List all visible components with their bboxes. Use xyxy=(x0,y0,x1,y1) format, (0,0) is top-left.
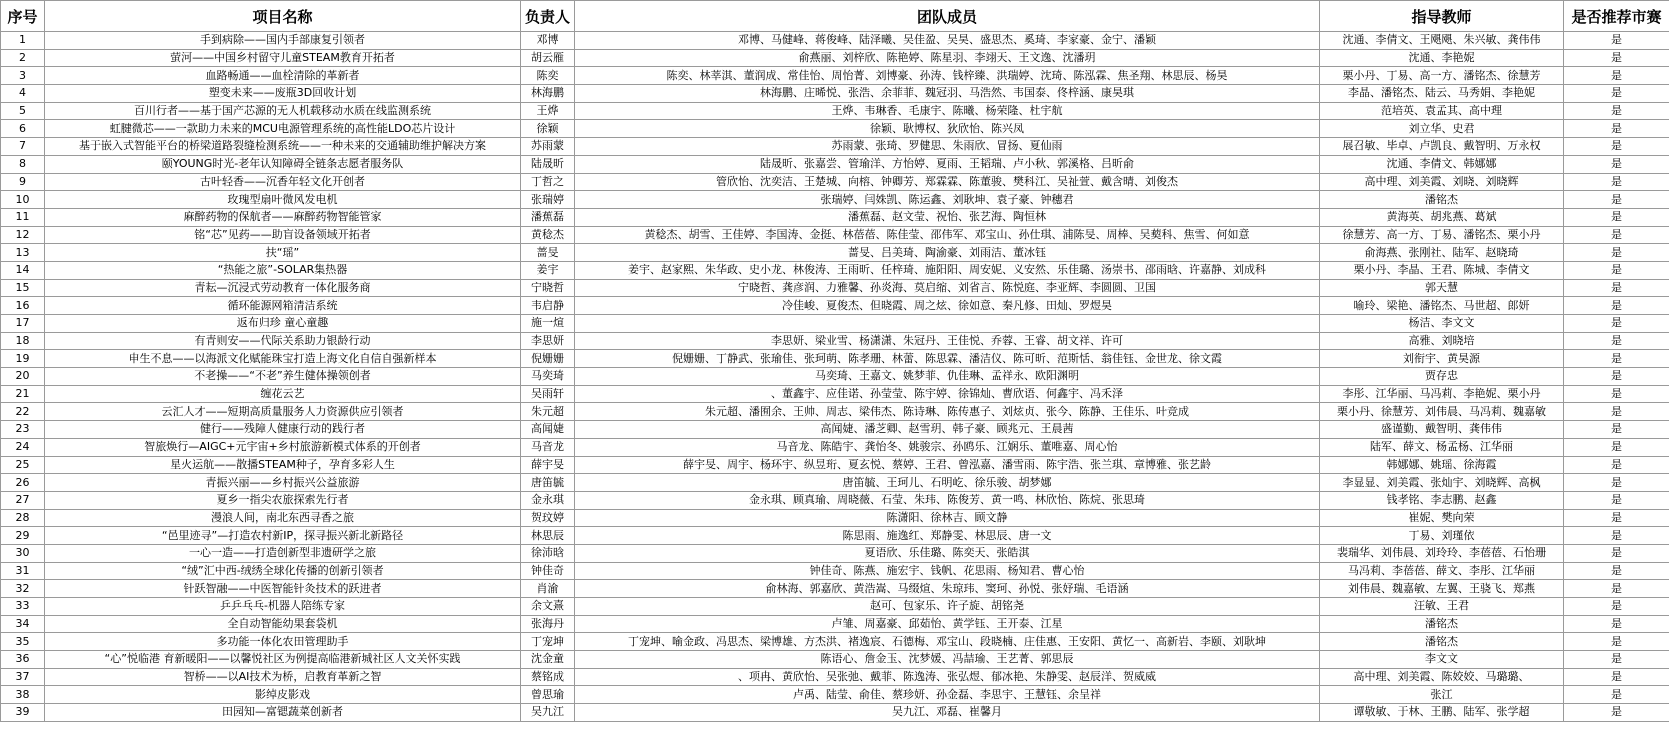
cell-advisors[interactable]: 钱孝铭、李志鹏、赵鑫 xyxy=(1320,491,1564,509)
table-row xyxy=(1,633,1669,651)
cell-leader[interactable]: 李思妍 xyxy=(521,332,575,350)
cell-leader[interactable]: 吴雨轩 xyxy=(521,385,575,403)
cell-team-members[interactable]: 黄稔杰、胡雪、王佳婷、李国涛、金挺、林蓓蓓、陈佳莹、邵伟军、邓宝山、孙仕琪、浦陈旻、周棒、吴葜科、焦雪、何如意 xyxy=(575,226,1320,244)
cell-leader[interactable]: 高闻婕 xyxy=(521,421,575,439)
cell-team-members[interactable]: 赵可、包家乐、许子旋、胡铭尧 xyxy=(575,598,1320,616)
cell-index[interactable]: 5 xyxy=(1,102,45,120)
cell-index[interactable]: 25 xyxy=(1,456,45,474)
cell-leader[interactable]: 曾思瑜 xyxy=(521,686,575,704)
cell-project-name[interactable]: 影绰皮影戏 xyxy=(45,686,521,704)
table-row xyxy=(1,261,1669,279)
cell-team-members[interactable]: 陈潇阳、徐林吉、顾文静 xyxy=(575,509,1320,527)
cell-project-name[interactable]: 申生不息——以海派文化赋能珠宝打造上海文化自信自强新样本 xyxy=(45,350,521,368)
header-project-name[interactable]: 项目名称 xyxy=(45,1,521,32)
cell-team-members[interactable]: 张瑞婷、闫姝凯、陈运鑫、刘耿坤、袁子豪、钟穗君 xyxy=(575,191,1320,209)
cell-recommend[interactable]: 是 xyxy=(1564,226,1669,244)
cell-leader[interactable]: 沈金童 xyxy=(521,651,575,669)
table-row xyxy=(1,509,1669,527)
cell-index[interactable]: 24 xyxy=(1,438,45,456)
cell-recommend[interactable]: 是 xyxy=(1564,580,1669,598)
table-row xyxy=(1,491,1669,509)
cell-index[interactable]: 7 xyxy=(1,138,45,156)
cell-advisors[interactable]: 汪敏、王君 xyxy=(1320,598,1564,616)
cell-advisors[interactable]: 盛谨勤、戴智明、龚伟伟 xyxy=(1320,421,1564,439)
cell-recommend[interactable]: 是 xyxy=(1564,315,1669,333)
cell-advisors[interactable]: 高雅、刘晓培 xyxy=(1320,332,1564,350)
cell-advisors[interactable]: 展召敏、毕卓、卢凯良、戴智明、万永权 xyxy=(1320,138,1564,156)
cell-leader[interactable]: 丁宠坤 xyxy=(521,633,575,651)
cell-advisors[interactable]: 丁易、刘瑾依 xyxy=(1320,527,1564,545)
cell-recommend[interactable]: 是 xyxy=(1564,49,1669,67)
cell-index[interactable]: 26 xyxy=(1,474,45,492)
cell-project-name[interactable]: 不老操——“不老”养生健体操领创者 xyxy=(45,368,521,386)
cell-leader[interactable]: 黄稔杰 xyxy=(521,226,575,244)
cell-index[interactable]: 6 xyxy=(1,120,45,138)
cell-project-name[interactable]: 血路畅通——血栓清除的革新者 xyxy=(45,67,521,85)
cell-team-members[interactable]: 俞燕丽、刘梓欣、陈艳婷、陈星羽、李翊天、王文逸、沈潘玥 xyxy=(575,49,1320,67)
cell-advisors[interactable]: 马冯莉、李蓓蓓、薛文、李彤、江华丽 xyxy=(1320,562,1564,580)
cell-team-members[interactable]: 王烨、韦琳香、毛康宇、陈曦、杨荣隆、杜宇航 xyxy=(575,102,1320,120)
cell-index[interactable]: 17 xyxy=(1,315,45,333)
header-recommend[interactable]: 是否推荐市赛 xyxy=(1564,1,1669,32)
cell-project-name[interactable]: 针跃智融——中医智能针灸技术的跃进者 xyxy=(45,580,521,598)
cell-team-members[interactable]: 宁晓哲、龚彦润、力雅馨、孙炎海、莫启缩、刘省言、陈悦庭、李亚辉、李圆圆、卫国 xyxy=(575,279,1320,297)
cell-advisors[interactable]: 郭天慧 xyxy=(1320,279,1564,297)
table-row xyxy=(1,421,1669,439)
table-row xyxy=(1,704,1669,722)
cell-team-members[interactable]: 陈奕、林莘淇、董润成、常佳怡、周怡菁、刘博豪、孙涛、钱梓臻、洪瑞婷、沈琦、陈泓霖、焦圣翔、林思辰、杨昊 xyxy=(575,67,1320,85)
cell-advisors[interactable]: 高中理、刘美霞、陈姣姣、马璐璐、 xyxy=(1320,668,1564,686)
cell-team-members[interactable]: 夏语欣、乐佳璐、陈奕天、张皓淇 xyxy=(575,544,1320,562)
cell-index[interactable]: 32 xyxy=(1,580,45,598)
cell-team-members[interactable]: 马奕琦、王嘉文、姚梦菲、仇佳琳、孟祥永、欧阳渊明 xyxy=(575,368,1320,386)
cell-project-name[interactable]: 玫瑰型扇叶微风发电机 xyxy=(45,191,521,209)
cell-leader[interactable]: 潘蕉磊 xyxy=(521,208,575,226)
cell-team-members[interactable]: 潘蕉磊、赵文莹、祝怡、张艺海、陶恒林 xyxy=(575,208,1320,226)
cell-project-name[interactable]: 智旅焕行—AIGC+元宇宙+乡村旅游新模式体系的开创者 xyxy=(45,438,521,456)
cell-recommend[interactable]: 是 xyxy=(1564,651,1669,669)
cell-recommend[interactable]: 是 xyxy=(1564,562,1669,580)
cell-recommend[interactable]: 是 xyxy=(1564,332,1669,350)
cell-project-name[interactable]: 百川行者——基于国产芯源的无人机载移动水质在线监测系统 xyxy=(45,102,521,120)
cell-team-members[interactable]: 陆晟昕、张嘉尝、管瑜洋、方怡婷、夏雨、王韬瑞、卢小秋、郭溪格、吕昕俞 xyxy=(575,155,1320,173)
cell-project-name[interactable]: 手到病除——国内手部康复引领者 xyxy=(45,32,521,50)
cell-project-name[interactable]: 基于嵌入式智能平台的桥梁道路裂缝检测系统——一种未来的交通辅助维护解决方案 xyxy=(45,138,521,156)
cell-advisors[interactable]: 潘铭杰 xyxy=(1320,191,1564,209)
cell-project-name[interactable]: 有青则安——代际关系助力银龄行动 xyxy=(45,332,521,350)
cell-project-name[interactable]: 全自动智能幼果套袋机 xyxy=(45,615,521,633)
cell-leader[interactable]: 施一煊 xyxy=(521,315,575,333)
cell-index[interactable]: 11 xyxy=(1,208,45,226)
cell-index[interactable]: 37 xyxy=(1,668,45,686)
cell-index[interactable]: 18 xyxy=(1,332,45,350)
cell-team-members[interactable]: 徐颖、耿博权、狄欣怡、陈兴凤 xyxy=(575,120,1320,138)
cell-team-members[interactable]: 李思妍、梁业雪、杨潇潇、朱冠丹、王佳悦、乔蓉、王睿、胡文祥、许可 xyxy=(575,332,1320,350)
table-row xyxy=(1,332,1669,350)
cell-index[interactable]: 12 xyxy=(1,226,45,244)
cell-recommend[interactable]: 是 xyxy=(1564,297,1669,315)
cell-leader[interactable]: 宁晓哲 xyxy=(521,279,575,297)
cell-project-name[interactable]: 循环能源网箱清洁系统 xyxy=(45,297,521,315)
cell-team-members[interactable]: 苏雨蒙、张琦、罗健思、朱雨欣、冒扬、夏仙雨 xyxy=(575,138,1320,156)
cell-advisors[interactable]: 黄海英、胡兆燕、葛斌 xyxy=(1320,208,1564,226)
cell-advisors[interactable]: 李显显、刘美霞、张灿宇、刘晓辉、高枫 xyxy=(1320,474,1564,492)
cell-index[interactable]: 21 xyxy=(1,385,45,403)
cell-index[interactable]: 16 xyxy=(1,297,45,315)
cell-project-name[interactable]: 铭“芯”见药——助盲设备领域开拓者 xyxy=(45,226,521,244)
cell-advisors[interactable]: 栗小丹、李晶、王君、陈城、李倩文 xyxy=(1320,261,1564,279)
cell-project-name[interactable]: 古叶轻香——沉香年轻文化开创者 xyxy=(45,173,521,191)
cell-index[interactable]: 36 xyxy=(1,651,45,669)
cell-leader[interactable]: 马音龙 xyxy=(521,438,575,456)
cell-index[interactable]: 9 xyxy=(1,173,45,191)
table-row xyxy=(1,32,1669,50)
cell-project-name[interactable]: 乒乒乓乓-机器人陪练专家 xyxy=(45,598,521,616)
cell-recommend[interactable]: 是 xyxy=(1564,544,1669,562)
cell-team-members[interactable] xyxy=(575,315,1320,333)
table-row xyxy=(1,173,1669,191)
cell-leader[interactable]: 徐颖 xyxy=(521,120,575,138)
cell-leader[interactable]: 倪姗姗 xyxy=(521,350,575,368)
cell-project-name[interactable]: 青振兴丽——乡村振兴公益旅游 xyxy=(45,474,521,492)
cell-team-members[interactable]: 薛宇旻、周宇、杨环宇、纵昱珩、夏玄悦、蔡婷、王君、曾泓嘉、潘雪雨、陈宇浩、张兰琪、章博雅、张艺龄 xyxy=(575,456,1320,474)
table-row xyxy=(1,208,1669,226)
cell-advisors[interactable]: 俞海燕、张刚社、陆军、赵晓琦 xyxy=(1320,244,1564,262)
cell-recommend[interactable]: 是 xyxy=(1564,244,1669,262)
cell-project-name[interactable]: 田园知—富锶蔬菜创新者 xyxy=(45,704,521,722)
cell-advisors[interactable]: 裴瑞华、刘伟晨、刘玲玲、李蓓蓓、石怡珊 xyxy=(1320,544,1564,562)
cell-project-name[interactable]: 缠花云艺 xyxy=(45,385,521,403)
cell-recommend[interactable]: 是 xyxy=(1564,438,1669,456)
table-row xyxy=(1,191,1669,209)
cell-advisors[interactable]: 李文文 xyxy=(1320,651,1564,669)
table-row xyxy=(1,686,1669,704)
cell-project-name[interactable]: 漫浪人间，南北东西寻香之旅 xyxy=(45,509,521,527)
cell-recommend[interactable]: 是 xyxy=(1564,102,1669,120)
header-row xyxy=(1,1,1669,32)
cell-team-members[interactable]: 金永琪、顾真瑜、周晓薇、石莹、朱玮、陈俊芳、黄一鸣、林欣怡、陈烷、张思琦 xyxy=(575,491,1320,509)
table-row xyxy=(1,474,1669,492)
cell-leader[interactable]: 邓博 xyxy=(521,32,575,50)
cell-leader[interactable]: 王烨 xyxy=(521,102,575,120)
cell-advisors[interactable]: 喻玲、梁艳、潘铭杰、马世超、郎妍 xyxy=(1320,297,1564,315)
cell-leader[interactable]: 林思辰 xyxy=(521,527,575,545)
cell-leader[interactable]: 金永琪 xyxy=(521,491,575,509)
cell-index[interactable]: 15 xyxy=(1,279,45,297)
table-row xyxy=(1,279,1669,297)
cell-leader[interactable]: 张瑞婷 xyxy=(521,191,575,209)
cell-index[interactable]: 22 xyxy=(1,403,45,421)
cell-leader[interactable]: 韦启静 xyxy=(521,297,575,315)
cell-leader[interactable]: 苏雨蒙 xyxy=(521,138,575,156)
cell-index[interactable]: 13 xyxy=(1,244,45,262)
cell-advisors[interactable]: 刘伟晨、魏嘉敏、左翼、王骁飞、郑燕 xyxy=(1320,580,1564,598)
cell-recommend[interactable]: 是 xyxy=(1564,208,1669,226)
cell-team-members[interactable]: 俞林海、郭嘉欣、黄浩嵩、马缀煊、朱琼玮、窦珂、孙悦、张妤瑞、毛语涵 xyxy=(575,580,1320,598)
cell-team-members[interactable]: 姜宇、赵家熙、朱华政、史小龙、林俊涛、王雨昕、任梓琦、施阳阳、周安妮、义安然、乐佳璐、汤崇书、邵雨晗、许嘉静、刘成科 xyxy=(575,261,1320,279)
cell-advisors[interactable]: 贾存忠 xyxy=(1320,368,1564,386)
cell-advisors[interactable]: 高中理、刘美霞、刘晓、刘晓辉 xyxy=(1320,173,1564,191)
cell-leader[interactable]: 陈奕 xyxy=(521,67,575,85)
header-index[interactable]: 序号 xyxy=(1,1,45,32)
cell-team-members[interactable]: 冷佳峻、夏俊杰、但晓霞、周之炫、徐如意、秦凡修、田灿、罗煜昊 xyxy=(575,297,1320,315)
cell-advisors[interactable]: 徐慧芳、高一方、丁易、潘铭杰、栗小丹 xyxy=(1320,226,1564,244)
cell-project-name[interactable]: 健行——残障人健康行动的践行者 xyxy=(45,421,521,439)
cell-advisors[interactable]: 李晶、潘铭杰、陆云、马秀娟、李艳妮 xyxy=(1320,85,1564,103)
cell-index[interactable]: 19 xyxy=(1,350,45,368)
table-row xyxy=(1,138,1669,156)
cell-leader[interactable]: 丁哲之 xyxy=(521,173,575,191)
cell-advisors[interactable]: 李彤、江华丽、马冯莉、李艳妮、栗小丹 xyxy=(1320,385,1564,403)
cell-index[interactable]: 8 xyxy=(1,155,45,173)
cell-index[interactable]: 1 xyxy=(1,32,45,50)
cell-recommend[interactable]: 是 xyxy=(1564,509,1669,527)
cell-index[interactable]: 30 xyxy=(1,544,45,562)
cell-project-name[interactable]: “邑里迹寻”—打造农村新IP，探寻振兴新北新路径 xyxy=(45,527,521,545)
table-row xyxy=(1,85,1669,103)
cell-index[interactable]: 28 xyxy=(1,509,45,527)
cell-leader[interactable]: 唐笛毓 xyxy=(521,474,575,492)
cell-team-members[interactable]: 蔷旻、吕美琦、陶渝豪、刘雨洁、董冰钰 xyxy=(575,244,1320,262)
table-row xyxy=(1,49,1669,67)
cell-leader[interactable]: 吴九江 xyxy=(521,704,575,722)
table-row xyxy=(1,580,1669,598)
cell-project-name[interactable]: 一心一造——打造创新型非遗研学之旅 xyxy=(45,544,521,562)
cell-recommend[interactable]: 是 xyxy=(1564,668,1669,686)
cell-project-name[interactable]: “心”悦临港 育新暖阳——以馨悦社区为例提高临港新城社区人文关怀实践 xyxy=(45,651,521,669)
table-row xyxy=(1,668,1669,686)
table-row xyxy=(1,544,1669,562)
cell-recommend[interactable]: 是 xyxy=(1564,686,1669,704)
cell-leader[interactable]: 姜宇 xyxy=(521,261,575,279)
cell-project-name[interactable]: 星火运航——散播STEAM种子，孕育多彩人生 xyxy=(45,456,521,474)
table-row xyxy=(1,67,1669,85)
cell-leader[interactable]: 陆晟昕 xyxy=(521,155,575,173)
cell-recommend[interactable]: 是 xyxy=(1564,598,1669,616)
cell-team-members[interactable]: 唐笛毓、王珂儿、石明屹、徐乐骏、胡梦娜 xyxy=(575,474,1320,492)
cell-recommend[interactable]: 是 xyxy=(1564,261,1669,279)
cell-index[interactable]: 27 xyxy=(1,491,45,509)
cell-team-members[interactable]: 马音龙、陈皓宇、龚怡冬、姚骏宗、孙鸥乐、江娴乐、董唯嘉、周心怡 xyxy=(575,438,1320,456)
cell-advisors[interactable]: 张江 xyxy=(1320,686,1564,704)
table-row xyxy=(1,244,1669,262)
cell-project-name[interactable]: 扶“瑶” xyxy=(45,244,521,262)
header-leader[interactable]: 负责人 xyxy=(521,1,575,32)
cell-advisors[interactable]: 崔妮、樊向荣 xyxy=(1320,509,1564,527)
cell-index[interactable]: 2 xyxy=(1,49,45,67)
cell-project-name[interactable]: 返布归珍 童心童趣 xyxy=(45,315,521,333)
cell-project-name[interactable]: 颐YOUNG时光-老年认知障碍全链条志愿者服务队 xyxy=(45,155,521,173)
cell-team-members[interactable]: 、董鑫宇、应佳诺、孙莹莹、陈宇婷、徐锦灿、曹欣语、何鑫宇、冯禾泽 xyxy=(575,385,1320,403)
table-row xyxy=(1,368,1669,386)
cell-leader[interactable]: 肖渝 xyxy=(521,580,575,598)
table-row xyxy=(1,438,1669,456)
cell-index[interactable]: 29 xyxy=(1,527,45,545)
cell-index[interactable]: 39 xyxy=(1,704,45,722)
cell-team-members[interactable]: 丁宠坤、喻金政、冯思杰、梁博雄、方杰洪、褚逸宸、石德梅、邓宝山、段晓楠、庄佳惠、王安阳、黄忆一、高新岩、李颐、刘耿坤 xyxy=(575,633,1320,651)
table-row xyxy=(1,297,1669,315)
cell-index[interactable]: 14 xyxy=(1,261,45,279)
cell-team-members[interactable]: 吴九江、邓磊、崔馨月 xyxy=(575,704,1320,722)
cell-project-name[interactable]: 塑变未来——废瓶3D回收计划 xyxy=(45,85,521,103)
cell-advisors[interactable]: 沈通、李倩文、韩娜娜 xyxy=(1320,155,1564,173)
cell-index[interactable]: 35 xyxy=(1,633,45,651)
table-row xyxy=(1,155,1669,173)
cell-index[interactable]: 33 xyxy=(1,598,45,616)
cell-team-members[interactable]: 倪姗姗、丁静武、张瑜佳、张珂萌、陈孝珊、林蕾、陈思霖、潘洁仪、陈可昕、范斯恬、翁佳钰、金世龙、徐文霞 xyxy=(575,350,1320,368)
cell-index[interactable]: 23 xyxy=(1,421,45,439)
cell-recommend[interactable]: 是 xyxy=(1564,138,1669,156)
cell-recommend[interactable]: 是 xyxy=(1564,474,1669,492)
cell-advisors[interactable]: 潘铭杰 xyxy=(1320,615,1564,633)
cell-advisors[interactable]: 范培英、袁孟其、高中理 xyxy=(1320,102,1564,120)
cell-team-members[interactable]: 邓博、马健峰、蒋俊峰、陆泽曦、吴佳盈、吴昊、盛思杰、奚琦、李家豪、金宁、潘颖 xyxy=(575,32,1320,50)
cell-recommend[interactable]: 是 xyxy=(1564,279,1669,297)
cell-project-name[interactable]: 青耘—沉浸式劳动教育一体化服务商 xyxy=(45,279,521,297)
cell-advisors[interactable]: 谭敬敏、于林、王鹏、陆军、张学超 xyxy=(1320,704,1564,722)
cell-recommend[interactable]: 是 xyxy=(1564,368,1669,386)
cell-recommend[interactable]: 是 xyxy=(1564,191,1669,209)
cell-project-name[interactable]: “绒”汇中西-绒绣全球化传播的创新引领者 xyxy=(45,562,521,580)
cell-team-members[interactable]: 、项冉、黄欣怡、吴张弛、戴菲、陈逸涛、张弘煜、郁冰艳、朱静雯、赵辰洋、贺威威 xyxy=(575,668,1320,686)
table-row xyxy=(1,615,1669,633)
cell-leader[interactable]: 马奕琦 xyxy=(521,368,575,386)
cell-recommend[interactable]: 是 xyxy=(1564,633,1669,651)
table-row xyxy=(1,403,1669,421)
cell-team-members[interactable]: 朱元超、潘囿余、王帅、周志、梁伟杰、陈诗琳、陈传惠子、刘炫贞、张今、陈静、王佳乐、叶竞成 xyxy=(575,403,1320,421)
cell-project-name[interactable]: 云汇人才——短期高质量服务人力资源供应引领者 xyxy=(45,403,521,421)
cell-leader[interactable]: 徐沛晗 xyxy=(521,544,575,562)
table-row xyxy=(1,456,1669,474)
cell-recommend[interactable]: 是 xyxy=(1564,67,1669,85)
cell-project-name[interactable]: “热能之旅”-SOLAR集热器 xyxy=(45,261,521,279)
cell-project-name[interactable]: 智桥——以AI技术为桥，启教育革新之智 xyxy=(45,668,521,686)
cell-project-name[interactable]: 麻醉药物的保航者——麻醉药物智能管家 xyxy=(45,208,521,226)
cell-index[interactable]: 10 xyxy=(1,191,45,209)
cell-project-name[interactable]: 萤河——中国乡村留守儿童STEAM教育开拓者 xyxy=(45,49,521,67)
table-row xyxy=(1,226,1669,244)
cell-recommend[interactable]: 是 xyxy=(1564,615,1669,633)
table-row xyxy=(1,102,1669,120)
table-row xyxy=(1,315,1669,333)
table-row xyxy=(1,120,1669,138)
cell-recommend[interactable]: 是 xyxy=(1564,527,1669,545)
cell-recommend[interactable]: 是 xyxy=(1564,704,1669,722)
cell-advisors[interactable]: 刘立华、史君 xyxy=(1320,120,1564,138)
cell-leader[interactable]: 钟佳奇 xyxy=(521,562,575,580)
table-row xyxy=(1,527,1669,545)
cell-advisors[interactable]: 沈通、李倩文、王飓飓、朱兴敏、龚伟伟 xyxy=(1320,32,1564,50)
cell-recommend[interactable]: 是 xyxy=(1564,120,1669,138)
cell-leader[interactable]: 朱元超 xyxy=(521,403,575,421)
cell-recommend[interactable]: 是 xyxy=(1564,456,1669,474)
cell-index[interactable]: 4 xyxy=(1,85,45,103)
cell-index[interactable]: 20 xyxy=(1,368,45,386)
cell-index[interactable]: 3 xyxy=(1,67,45,85)
cell-recommend[interactable]: 是 xyxy=(1564,385,1669,403)
cell-advisors[interactable]: 栗小丹、丁易、高一方、潘铭杰、徐慧芳 xyxy=(1320,67,1564,85)
cell-recommend[interactable]: 是 xyxy=(1564,350,1669,368)
cell-leader[interactable]: 张海丹 xyxy=(521,615,575,633)
cell-recommend[interactable]: 是 xyxy=(1564,155,1669,173)
cell-leader[interactable]: 蔡铭成 xyxy=(521,668,575,686)
cell-recommend[interactable]: 是 xyxy=(1564,403,1669,421)
cell-team-members[interactable]: 卢禹、陆莹、俞佳、蔡珍妍、孙金磊、李思宇、王慧钰、余呈祥 xyxy=(575,686,1320,704)
cell-project-name[interactable]: 多功能一体化农田管理助手 xyxy=(45,633,521,651)
cell-index[interactable]: 38 xyxy=(1,686,45,704)
cell-project-name[interactable]: 虹腱微芯——一款助力未来的MCU电源管理系统的高性能LDO芯片设计 xyxy=(45,120,521,138)
cell-team-members[interactable]: 高闻婕、潘芝卿、赵雪玥、韩子豪、顾兆元、王晨茜 xyxy=(575,421,1320,439)
cell-recommend[interactable]: 是 xyxy=(1564,32,1669,50)
cell-team-members[interactable]: 钟佳奇、陈燕、施宏宇、钱帆、花思雨、杨知君、曹心怡 xyxy=(575,562,1320,580)
cell-team-members[interactable]: 卢雏、周嘉豪、邱茹怡、黄学钰、王开泰、江星 xyxy=(575,615,1320,633)
cell-team-members[interactable]: 林海鹏、庄晞悦、张浩、余菲菲、魏冠羽、马浩然、韦国泰、佟梓涵、康昊琪 xyxy=(575,85,1320,103)
cell-leader[interactable]: 蔷旻 xyxy=(521,244,575,262)
cell-advisors[interactable]: 刘衔宇、黄昊源 xyxy=(1320,350,1564,368)
cell-recommend[interactable]: 是 xyxy=(1564,491,1669,509)
table-row xyxy=(1,385,1669,403)
cell-leader[interactable]: 余文熹 xyxy=(521,598,575,616)
cell-advisors[interactable]: 栗小丹、徐慧芳、刘伟晨、马冯莉、魏嘉敏 xyxy=(1320,403,1564,421)
cell-advisors[interactable]: 沈通、李艳妮 xyxy=(1320,49,1564,67)
table-row xyxy=(1,562,1669,580)
cell-recommend[interactable]: 是 xyxy=(1564,85,1669,103)
cell-index[interactable]: 34 xyxy=(1,615,45,633)
header-advisors[interactable]: 指导教师 xyxy=(1320,1,1564,32)
cell-leader[interactable]: 薛宇旻 xyxy=(521,456,575,474)
cell-leader[interactable]: 贺玟婷 xyxy=(521,509,575,527)
cell-advisors[interactable]: 韩娜娜、姚瑶、徐海霞 xyxy=(1320,456,1564,474)
cell-advisors[interactable]: 陆军、薛文、杨孟杨、江华丽 xyxy=(1320,438,1564,456)
cell-recommend[interactable]: 是 xyxy=(1564,173,1669,191)
cell-advisors[interactable]: 潘铭杰 xyxy=(1320,633,1564,651)
table-row xyxy=(1,651,1669,669)
table-row xyxy=(1,598,1669,616)
cell-team-members[interactable]: 管欣怡、沈奕洁、王楚城、向榕、钟卿芳、郑霖霖、陈董骏、樊科江、吴祉萱、戴含晴、刘俊杰 xyxy=(575,173,1320,191)
header-team-members[interactable]: 团队成员 xyxy=(575,1,1320,32)
cell-leader[interactable]: 胡云雁 xyxy=(521,49,575,67)
cell-team-members[interactable]: 陈语心、詹金玉、沈梦媛、冯喆瑜、王艺菁、郭思辰 xyxy=(575,651,1320,669)
cell-project-name[interactable]: 夏乡一指尖农旅探索先行者 xyxy=(45,491,521,509)
cell-advisors[interactable]: 杨洁、李文文 xyxy=(1320,315,1564,333)
cell-index[interactable]: 31 xyxy=(1,562,45,580)
cell-leader[interactable]: 林海鹏 xyxy=(521,85,575,103)
cell-recommend[interactable]: 是 xyxy=(1564,421,1669,439)
table-row xyxy=(1,350,1669,368)
cell-team-members[interactable]: 陈思雨、施逸红、郑静雯、林思辰、唐一文 xyxy=(575,527,1320,545)
